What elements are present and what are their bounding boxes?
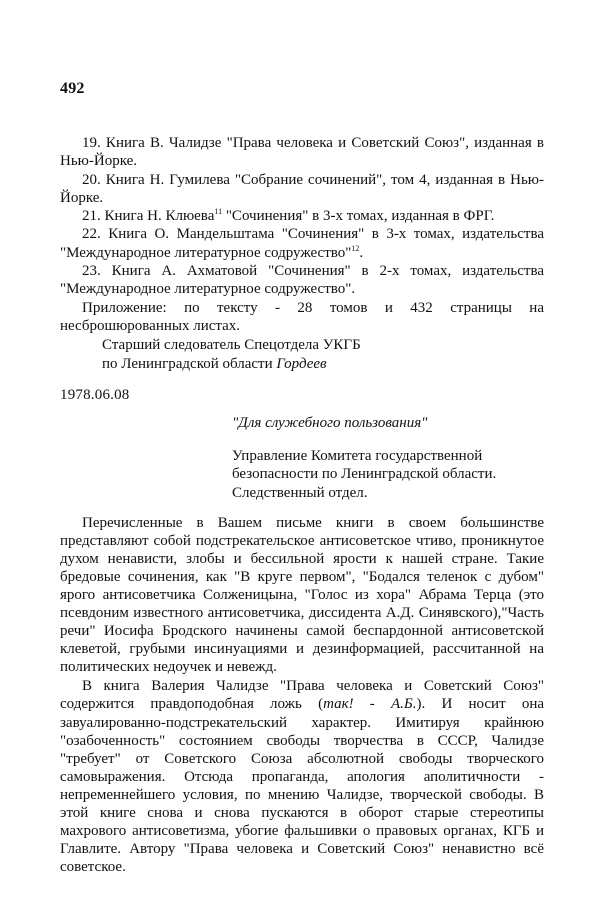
- appendix-note: Приложение: по тексту - 28 томов и 432 страницы на несброшюрованных листах.: [60, 299, 544, 334]
- addressee-line: Следственный отдел.: [232, 484, 368, 501]
- addressee-block: [232, 447, 552, 502]
- page-number: 492: [60, 80, 85, 97]
- footnote-ref-12: 12: [351, 243, 360, 253]
- list-item-22: [60, 225, 544, 262]
- list-item-21-text: 21. Книга Н. Клюева: [82, 208, 215, 225]
- addressee-line: Управление Комитета государственной: [232, 448, 483, 464]
- signature-region: [102, 355, 544, 374]
- letter-body: [60, 514, 544, 876]
- signatory-name: Гордеев: [276, 355, 327, 372]
- footnote-ref-11: 11: [214, 207, 223, 217]
- signature-region-text: по Ленинградской области: [102, 355, 277, 372]
- paragraph-2-continuation: ). И носит она завуалированно-подстрекательский характер. Имитируя крайнюю "озабоченность" состоянием свободы творчества в СССР, Чалидзе "требует" от Советского Союза абсолютной свободы творческого самовыражения. Отсюда пропаганда, апология аполитичности - непременнейшего условия, по мнению Чалидзе, творческой свободы. В этой книге снова и снова пускаются в оборот старые стереотипы махрового антисоветизма, убогие фальшивки о правовых органах, КГБ и Главлите. Автору "Права человека и Советский Союз" ненавистно всё советское.: [60, 696, 545, 875]
- list-item-20: 20. Книга Н. Гумилева "Собрание сочинений", том 4, изданная в Нью-Йорке.: [60, 171, 544, 206]
- list-item-21: [60, 207, 544, 225]
- signature-block: [60, 336, 544, 373]
- body-paragraph-1: Перечисленные в Вашем письме книги в своем большинстве представляют собой подстрекательское антисоветское чтиво, проникнутое духом ненависти, злобы и бессильной ярости к нашей стране. Такие бредовые сочинения, как "В круге первом", "Бодался теленок с дубом" ярого антисоветчика Солженицына, "Голос из хора" Абрама Терца (это псевдоним известного антисоветчика, диссидента А.Д. Синявского),"Часть речи" Иосифа Бродского начинены самой беспардонной антисоветской клеветой, грубыми инсинуациями и дезинформацией, рассчитанной на политических недоучек и невежд.: [60, 515, 544, 676]
- signature-title: Старший следователь Спецотдела УКГБ: [102, 337, 361, 354]
- classification-marking: "Для служебного пользования": [232, 415, 428, 431]
- body-paragraph-2: [60, 677, 544, 876]
- list-item-22-tail: .: [359, 244, 364, 261]
- addressee-line: безопасности по Ленинградской области.: [232, 466, 497, 483]
- list-item-21-tail: "Сочинения" в 3-х томах, изданная в ФРГ.: [222, 208, 495, 225]
- confiscated-books-list: [60, 134, 544, 373]
- editor-annotation: так! - А.Б.: [323, 696, 417, 713]
- list-item-19: 19. Книга В. Чалидзе "Права человека и Советский Союз", изданная в Нью-Йорке.: [60, 135, 544, 170]
- list-item-23: 23. Книга А. Ахматовой "Сочинения" в 2-х томах, издательства "Международное литературное содружество".: [60, 263, 544, 298]
- paragraph-2-text: В книга Валерия Чалидзе "Права человека и Советский Союз" содержится правдоподобная ложь (: [60, 678, 544, 713]
- document-date: 1978.06.08: [60, 387, 130, 403]
- list-item-22-text: 22. Книга О. Мандельштама "Сочинения" в 3-х томах, издательства "Международное литературное содружество": [60, 226, 544, 261]
